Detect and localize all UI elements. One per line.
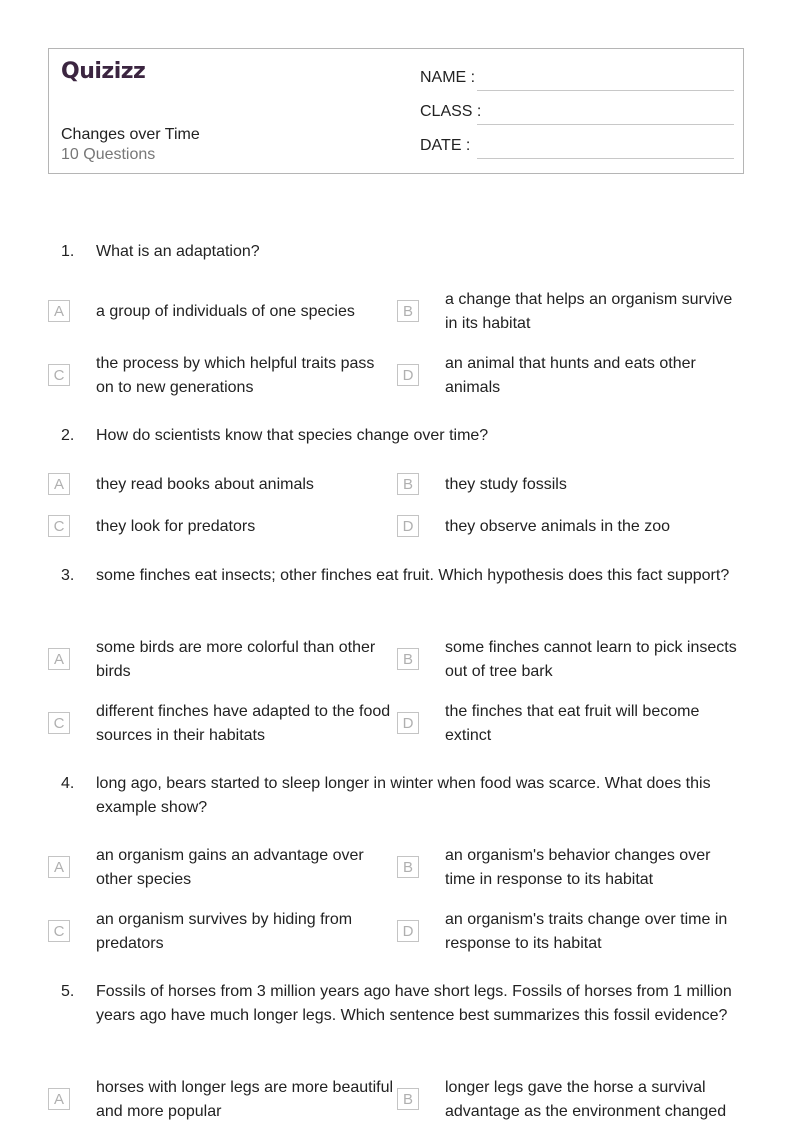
option-letter-box: D	[397, 515, 419, 537]
option-text: they look for predators	[96, 518, 256, 535]
option-letter-box: A	[48, 1088, 70, 1110]
worksheet-title: Changes over Time	[61, 126, 200, 143]
class-field[interactable]	[420, 103, 734, 127]
option-letter-box: D	[397, 364, 419, 386]
quizizz-logo: Quizizz	[61, 59, 146, 84]
question-number: 4.	[61, 775, 75, 792]
option-letter-box: C	[48, 364, 70, 386]
option-4d[interactable]	[397, 908, 747, 956]
option-letter-box: A	[48, 473, 70, 495]
option-letter-box: A	[48, 856, 70, 878]
date-label: DATE :	[420, 137, 471, 154]
option-3d[interactable]	[397, 700, 747, 748]
option-letter-box: D	[397, 920, 419, 942]
option-text: the finches that eat fruit will become extinct	[445, 703, 700, 744]
option-letter-box: B	[397, 300, 419, 322]
option-3b[interactable]	[397, 636, 747, 684]
option-text: some birds are more colorful than other birds	[96, 639, 376, 680]
question-number: 2.	[61, 427, 75, 444]
option-text: an organism's traits change over time in response to its habitat	[445, 911, 728, 952]
date-line[interactable]	[477, 158, 734, 159]
option-letter-box: B	[397, 648, 419, 670]
option-letter-box: B	[397, 473, 419, 495]
question-text: How do scientists know that species change over time?	[96, 427, 489, 444]
question-text: Fossils of horses from 3 million years ago have short legs. Fossils of horses from 1 million years ago have much longer legs. Which sentence best summarizes this fossil evidence?	[96, 983, 732, 1024]
option-5b[interactable]	[397, 1076, 747, 1124]
option-1d[interactable]	[397, 352, 747, 400]
worksheet-header	[48, 48, 744, 174]
option-letter-box: A	[48, 648, 70, 670]
option-letter-box: A	[48, 300, 70, 322]
question-number: 1.	[61, 243, 75, 260]
question-number: 3.	[61, 567, 75, 584]
option-3c[interactable]	[48, 700, 398, 748]
name-line[interactable]	[477, 90, 734, 91]
option-letter-box: B	[397, 856, 419, 878]
question-text: What is an adaptation?	[96, 243, 260, 260]
option-text: they study fossils	[445, 476, 567, 493]
name-field[interactable]	[420, 69, 734, 93]
option-text: they read books about animals	[96, 476, 314, 493]
option-text: an organism survives by hiding from predators	[96, 911, 353, 952]
option-text: a change that helps an organism survive in its habitat	[445, 291, 733, 332]
question-count: 10 Questions	[61, 146, 156, 163]
option-4b[interactable]	[397, 844, 747, 892]
option-text: different finches have adapted to the food sources in their habitats	[96, 703, 391, 744]
option-text: longer legs gave the horse a survival advantage as the environment changed	[445, 1079, 727, 1120]
option-text: they observe animals in the zoo	[445, 518, 671, 535]
name-label: NAME :	[420, 69, 476, 86]
option-1a[interactable]	[48, 288, 398, 336]
option-letter-box: C	[48, 515, 70, 537]
option-4a[interactable]	[48, 844, 398, 892]
date-field[interactable]	[420, 137, 734, 161]
option-letter-box: B	[397, 1088, 419, 1110]
option-1c[interactable]	[48, 352, 398, 400]
option-text: horses with longer legs are more beautiful and more popular	[96, 1079, 394, 1120]
option-3a[interactable]	[48, 636, 398, 684]
option-5a[interactable]	[48, 1076, 398, 1124]
option-1b[interactable]	[397, 288, 747, 336]
option-letter-box: D	[397, 712, 419, 734]
option-2b[interactable]	[397, 473, 747, 497]
class-line[interactable]	[477, 124, 734, 125]
option-4c[interactable]	[48, 908, 398, 956]
option-letter-box: C	[48, 712, 70, 734]
option-text: an animal that hunts and eats other animals	[445, 355, 696, 396]
question-text: long ago, bears started to sleep longer in winter when food was scarce. What does this example show?	[96, 775, 711, 816]
class-label: CLASS :	[420, 103, 482, 120]
option-2d[interactable]	[397, 515, 747, 539]
option-text: some finches cannot learn to pick insects out of tree bark	[445, 639, 737, 680]
option-2a[interactable]	[48, 473, 398, 497]
option-text: the process by which helpful traits pass on to new generations	[96, 355, 375, 396]
option-2c[interactable]	[48, 515, 398, 539]
question-number: 5.	[61, 983, 75, 1000]
option-text: an organism's behavior changes over time in response to its habitat	[445, 847, 711, 888]
question-text: some finches eat insects; other finches eat fruit. Which hypothesis does this fact support?	[96, 567, 730, 584]
option-letter-box: C	[48, 920, 70, 942]
option-text: a group of individuals of one species	[96, 303, 355, 320]
option-text: an organism gains an advantage over other species	[96, 847, 364, 888]
